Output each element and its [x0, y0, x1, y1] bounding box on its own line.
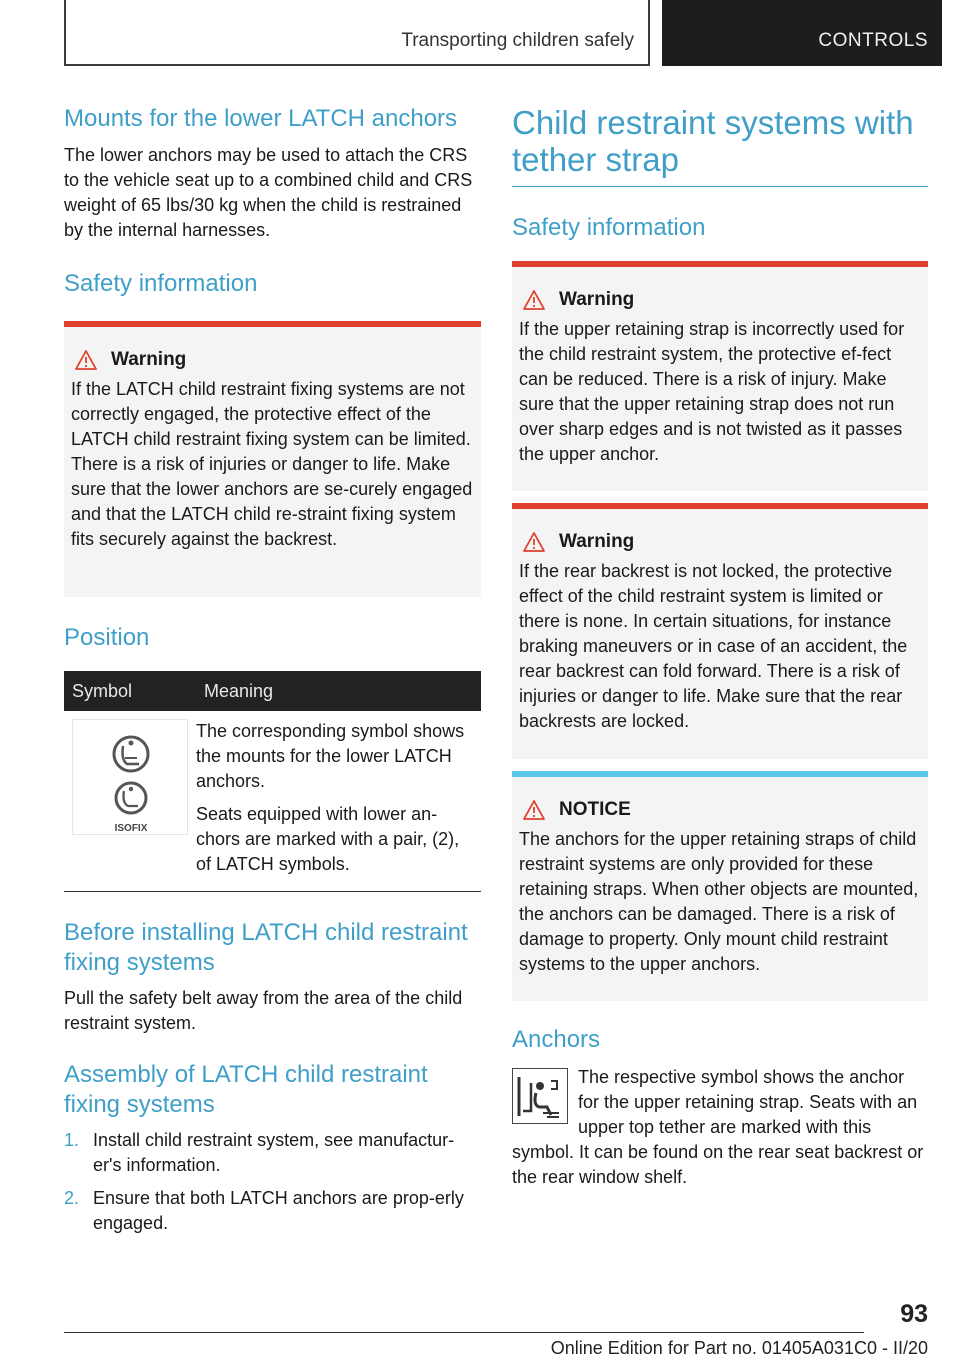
step-number: 2.: [64, 1188, 80, 1208]
header-section-box: [64, 0, 650, 66]
header-chapter-box: [662, 0, 942, 66]
warning-title: [71, 349, 473, 371]
warning-text: If the rear backrest is not locked, the protective effect of the child restraint system is limited or there is none. In certain situations, for instance braking maneuvers or in case of an accident, the rear backrest can fold forward. There is a risk of injuries or danger to life. Make sure that the rear backrests are locked.: [519, 561, 908, 731]
page-number: 93: [900, 1300, 928, 1328]
before-installing-text: Pull the safety belt away from the area of the child restraint system.: [64, 988, 463, 1033]
mounts-heading: Mounts for the lower LATCH anchors: [64, 105, 458, 132]
warning-title: [519, 289, 920, 311]
symbol-cell: [64, 711, 196, 892]
step-text: Ensure that both LATCH anchors are prop‐erly engaged.: [93, 1188, 464, 1233]
position-heading: Position: [64, 624, 150, 651]
warning-title-text: Warning: [111, 349, 187, 370]
table-header-symbol: Symbol: [64, 671, 196, 711]
meaning-text-2: Seats equipped with lower an‐chors are marked with a pair, (2), of LATCH symbols.: [196, 804, 460, 874]
warning-box-latch: [64, 321, 481, 597]
notice-box: [512, 771, 928, 1001]
header-section-title: Transporting children safely: [401, 30, 634, 51]
step-number: 1.: [64, 1130, 80, 1150]
tether-anchor-symbol: [512, 1068, 568, 1124]
warning-text: If the LATCH child restraint fixing systems are not correctly engaged, the protective effect of the LATCH child restraint fixing system can be limited. There is a risk of injuries or danger to life. Make sure that the lower anchors are se‐curely engaged and that the LATCH child re‐straint fixing system fits securely against the backrest.: [71, 379, 473, 549]
anchors-text: The respective symbol shows the anchor for the upper retaining strap. Seats with an upper top tether are marked with this symbol. It can be found on the rear seat backrest or the rear window shelf.: [512, 1067, 924, 1187]
isofix-label: ISOFIX: [114, 823, 148, 834]
header-chapter-title: CONTROLS: [818, 30, 928, 51]
left-column: [64, 100, 481, 1244]
mounts-text: The lower anchors may be used to attach the CRS to the vehicle seat up to a combined child and CRS weight of 65 lbs/30 kg when the child is restrained by the internal harnesses.: [64, 145, 473, 240]
symbol-table: [64, 671, 481, 892]
meaning-cell: [196, 711, 481, 892]
assembly-steps: [64, 1128, 481, 1236]
title-divider: [512, 186, 928, 187]
footer-divider: [64, 1332, 864, 1333]
warning-text: If the upper retaining strap is incorrectly used for the child restraint system, the protective ef‐fect can be reduced. There is a risk of injury. Make sure that the upper retaining strap does not run over sharp edges and is not twisted as it passes the upper anchor.: [519, 319, 905, 464]
notice-title-text: NOTICE: [559, 799, 631, 820]
warning-title-text: Warning: [559, 531, 635, 552]
safety-heading-right: Safety information: [512, 214, 706, 241]
anchors-block: [512, 1065, 928, 1190]
warning-box-backrest: [512, 503, 928, 759]
safety-heading-left: Safety information: [64, 270, 258, 297]
warning-triangle-icon: [523, 290, 545, 310]
list-item: [64, 1186, 481, 1236]
table-header-meaning: Meaning: [196, 671, 481, 711]
tether-anchor-icon: [513, 1069, 566, 1122]
latch-symbol-image: [72, 719, 188, 835]
before-installing-heading: Before installing LATCH child restraint fixing systems: [64, 919, 468, 976]
notice-text: The anchors for the upper retaining straps of child restraint systems are only provided for these retaining straps. When other objects are mounted, the anchors can be damaged. There is a risk of damage to property. Only mount child restraint systems to the upper anchors.: [519, 829, 919, 974]
warning-triangle-icon: [75, 350, 97, 370]
assembly-heading: Assembly of LATCH child restraint fixing systems: [64, 1061, 428, 1118]
footer-edition: Online Edition for Part no. 01405A031C0 - II/20: [550, 1338, 928, 1358]
step-text: Install child restraint system, see manufactur‐er's information.: [93, 1130, 455, 1175]
table-row: [64, 711, 481, 892]
warning-triangle-icon: [523, 532, 545, 552]
notice-title: [519, 799, 920, 821]
right-column: [512, 100, 928, 1190]
warning-box-strap: [512, 261, 928, 491]
warning-title: [519, 531, 920, 553]
warning-title-text: Warning: [559, 289, 635, 310]
tether-strap-title: Child restraint systems with tether strap: [512, 104, 914, 178]
warning-triangle-icon: [523, 800, 545, 820]
list-item: [64, 1128, 481, 1178]
anchors-heading: Anchors: [512, 1026, 601, 1053]
meaning-text-1: The corresponding symbol shows the mounts for the lower LATCH anchors.: [196, 721, 465, 791]
